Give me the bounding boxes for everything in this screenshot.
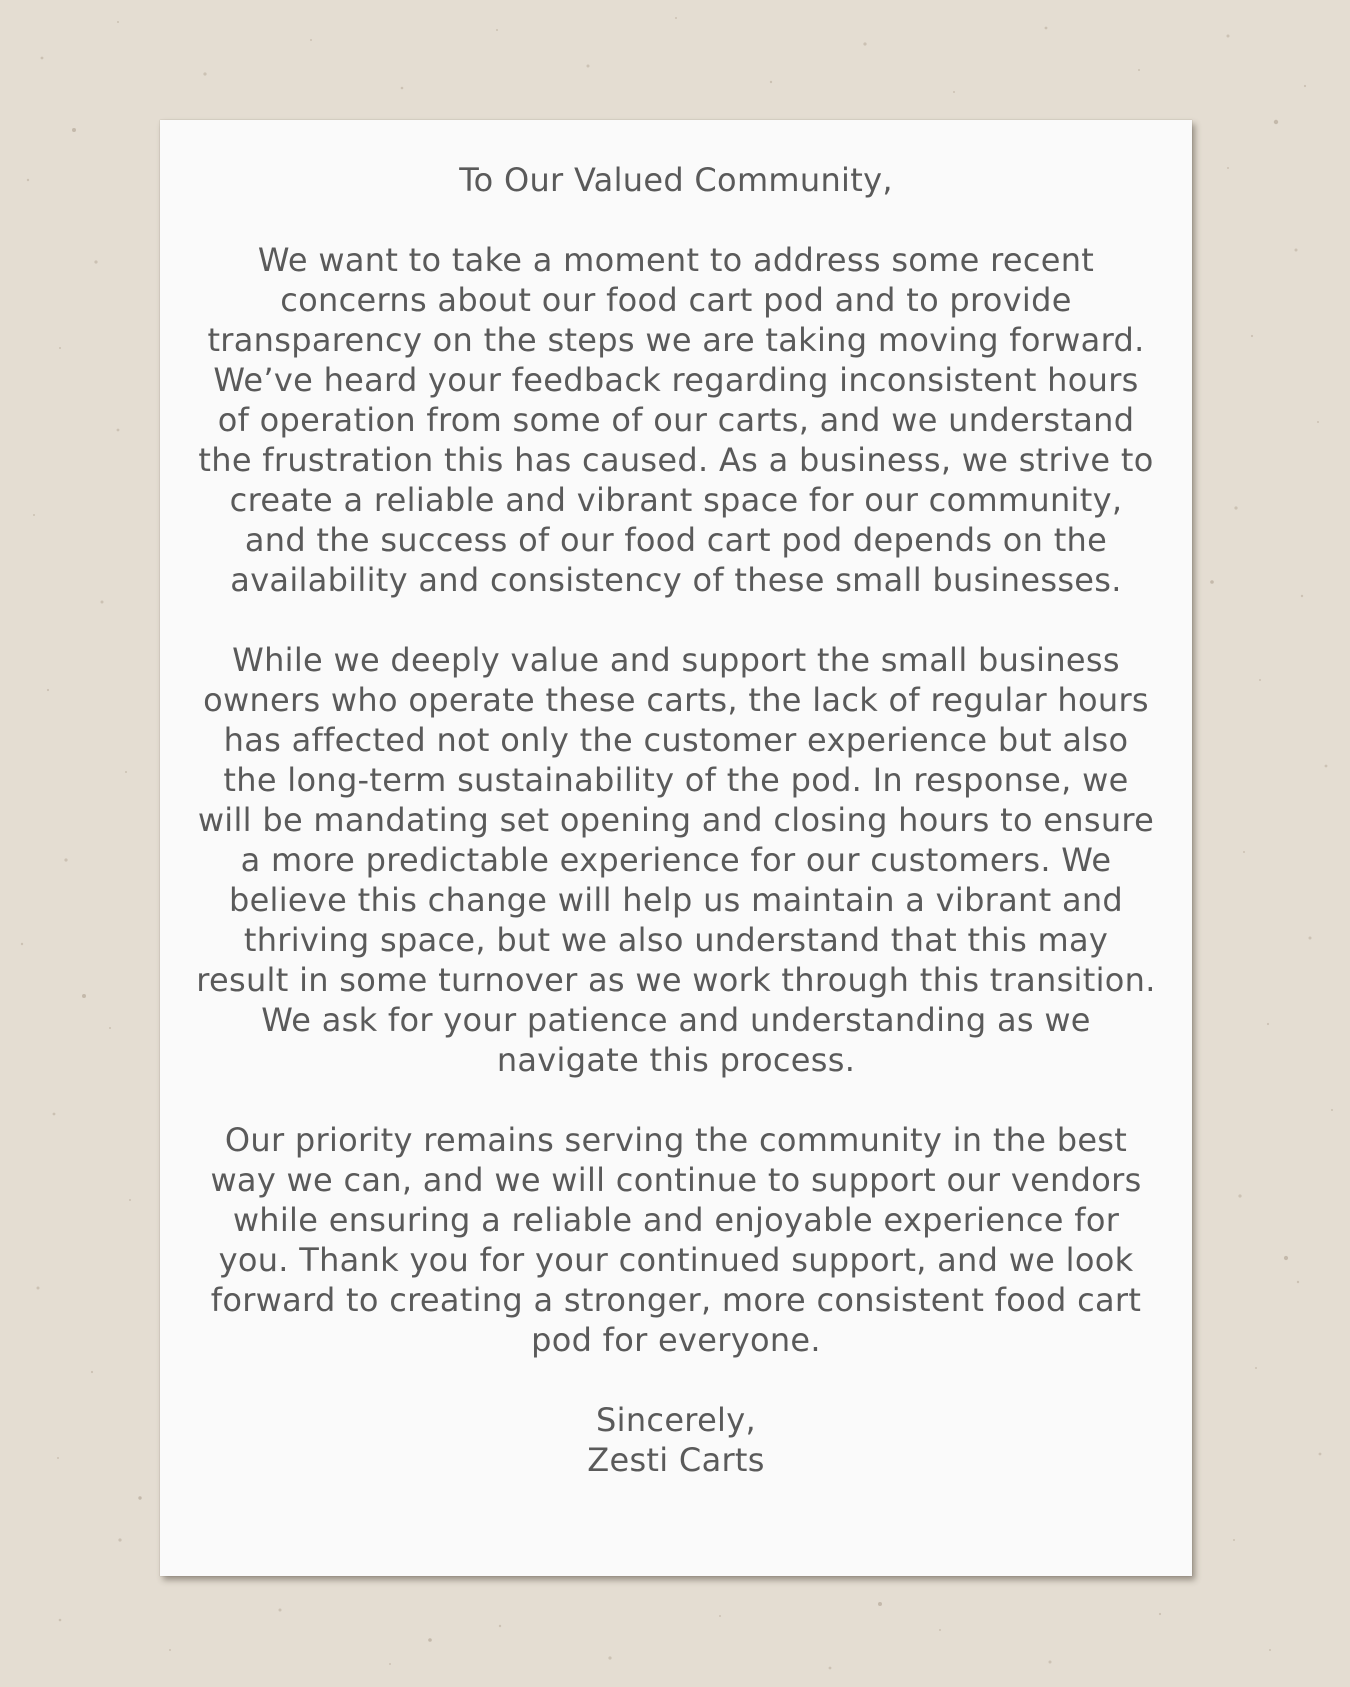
letter-paragraph-2: While we deeply value and support the small business owners who operate these carts, the lack of regular hours has affected not only the customer experience but also the long-term sustainability of the pod. In response, we will be mandating set opening and closing hours to ensure a more predictable experience for our customers. We believe this change will help us maintain a vibrant and thriving space, but we also understand that this may result in some turnover as we work through this transition. We ask for your patience and understanding as we navigate this process.	[196, 641, 1156, 1079]
letter-signature: Zesti Carts	[587, 1441, 765, 1479]
letter-paragraph-3: Our priority remains serving the community in the best way we can, and we will continue to support our vendors while ensuring a reliable and enjoyable experience for you. Thank you for your continued support, and we look forward to creating a stronger, more consistent food cart pod for everyone.	[210, 1121, 1142, 1359]
letter-page	[160, 120, 1192, 1576]
letter-paragraph-1: We want to take a moment to address some recent concerns about our food cart pod and to provide transparency on the steps we are taking moving forward. We’ve heard your feedback regarding inconsistent hours of operation from some of our carts, and we understand the frustration this has caused. As a business, we strive to create a reliable and vibrant space for our community, and the success of our food cart pod depends on the availability and consistency of these small businesses.	[198, 241, 1154, 599]
letter-closing: Sincerely,	[596, 1401, 756, 1439]
letter-greeting: To Our Valued Community,	[459, 161, 893, 199]
